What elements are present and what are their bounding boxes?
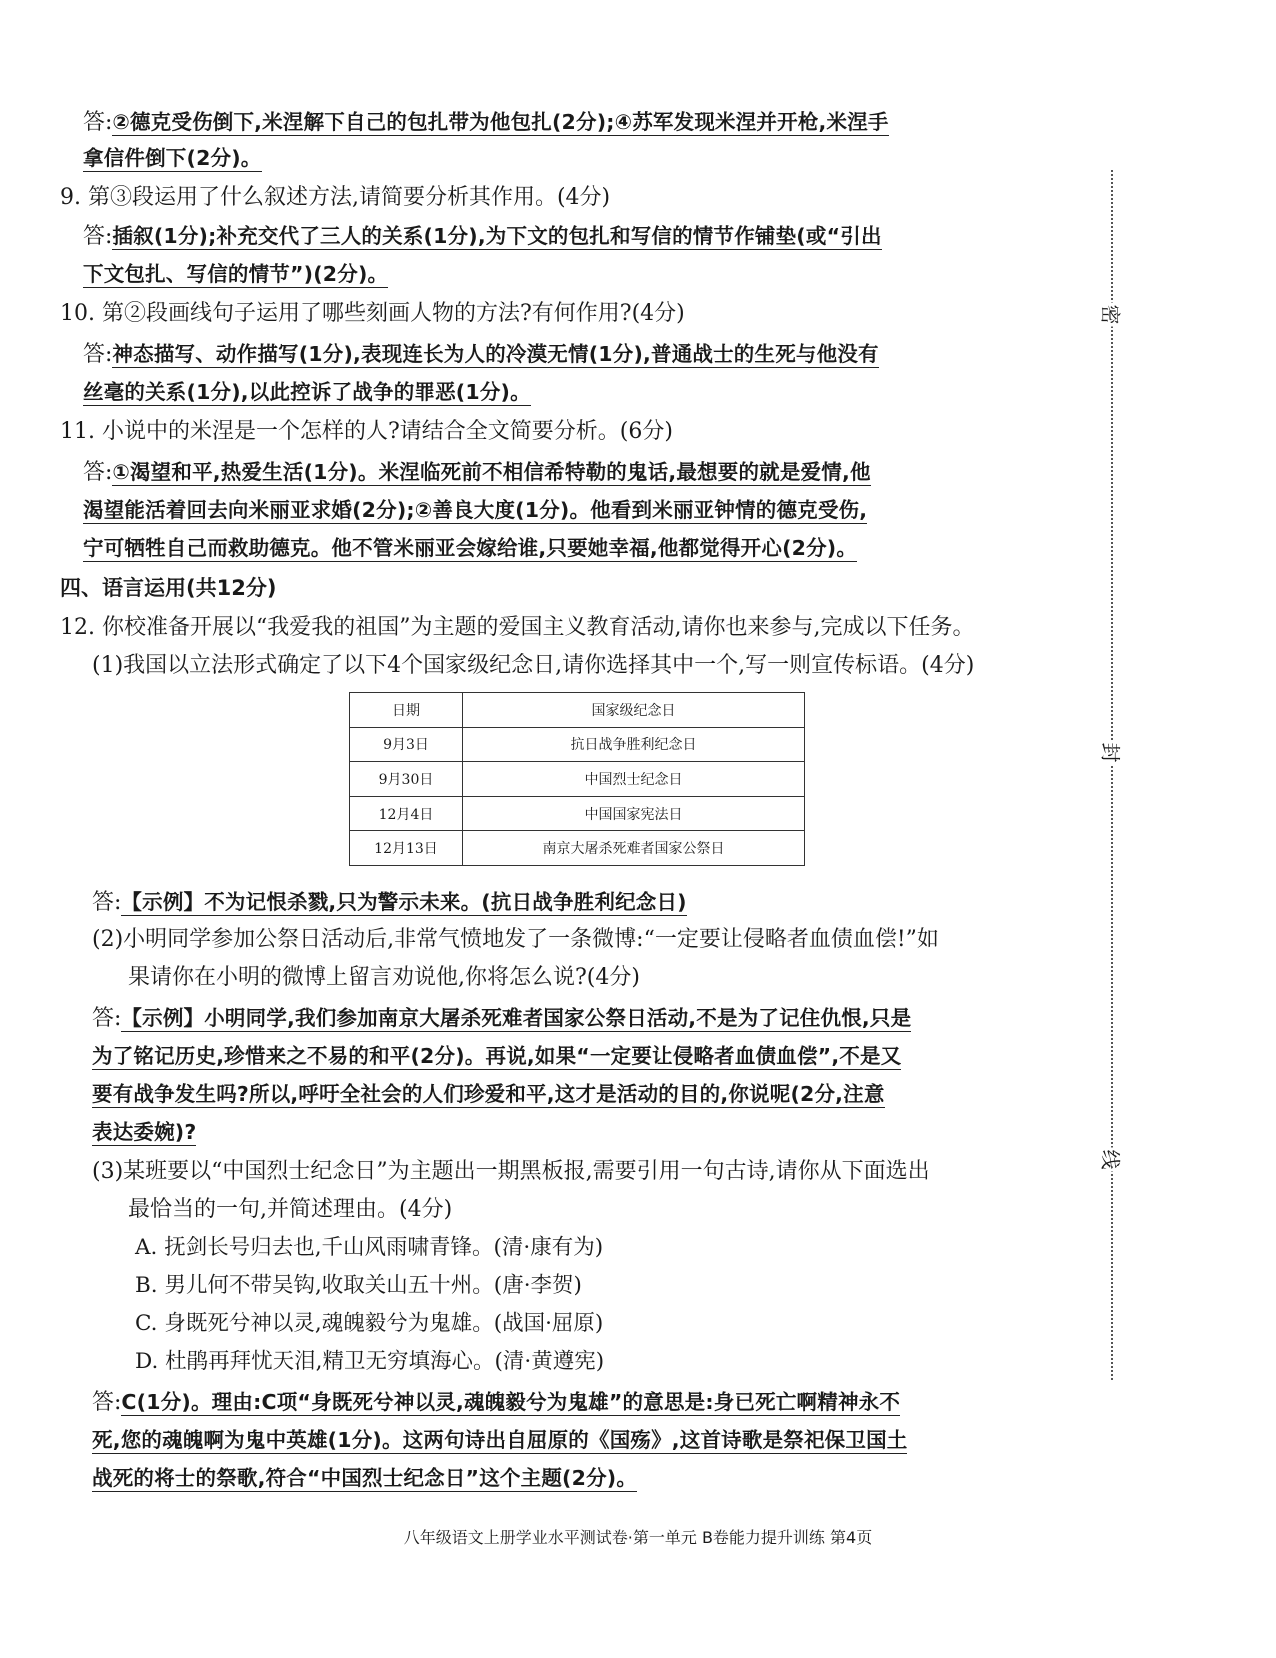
table-cell-memorial: 中国国家宪法日: [463, 796, 805, 831]
answer-text: 【示例】不为记恨杀戮,只为警示未来。(抗日战争胜利纪念日): [121, 890, 687, 914]
table-cell-date: 12月13日: [350, 831, 463, 866]
answer-text: 下文包扎、写信的情节”)(2分)。: [83, 262, 389, 286]
binding-mark-close: 封: [1098, 741, 1127, 765]
question-9: 9. 第③段运用了什么叙述方法,请简要分析其作用。(4分): [60, 185, 611, 210]
table-row: [350, 762, 805, 797]
answer-11-line-1: [83, 454, 871, 491]
answer-text: 神态描写、动作描写(1分),表现连长为人的冷漠无情(1分),普通战士的生死与他没有: [112, 342, 879, 366]
option-d: D. 杜鹃再拜忧天泪,精卫无穷填海心。(清·黄遵宪): [135, 1349, 605, 1374]
page-footer: 八年级语文上册学业水平测试卷·第一单元 B卷能力提升训练 第4页: [403, 1528, 873, 1547]
answer-text: 拿信件倒下(2分)。: [83, 146, 262, 170]
answer-10-line-2: [83, 374, 531, 411]
answer-11-line-3: [83, 530, 857, 567]
question-11: 11. 小说中的米涅是一个怎样的人?请结合全文简要分析。(6分): [60, 419, 673, 444]
answer-prefix: 答:: [92, 890, 122, 915]
answer-12-2-line-4: [92, 1114, 196, 1151]
answer-text: 【示例】小明同学,我们参加南京大屠杀死难者国家公祭日活动,不是为了记住仇恨,只是: [121, 1006, 912, 1030]
answer-12-1: [92, 884, 687, 921]
answer-prefix: 答:: [83, 110, 113, 135]
question-12-3-line-1: (3)某班要以“中国烈士纪念日”为主题出一期黑板报,需要引用一句古诗,请你从下面选出: [92, 1159, 930, 1184]
answer-text: 丝毫的关系(1分),以此控诉了战争的罪恶(1分)。: [83, 380, 531, 404]
table-cell-date: 9月3日: [350, 727, 463, 762]
answer-12-2-line-2: [92, 1038, 901, 1075]
binding-dotted-line: [1111, 170, 1113, 1380]
answer-12-2-line-1: [92, 1000, 911, 1037]
answer-text: C(1分)。理由:C项“身既死兮神以灵,魂魄毅兮为鬼雄”的意思是:身已死亡啊精神永不: [121, 1390, 901, 1414]
answer-prefix: 答:: [83, 460, 113, 485]
answer-10-line-1: [83, 336, 879, 373]
answer-text: ②德克受伤倒下,米涅解下自己的包扎带为他包扎(2分);④苏军发现米涅并开枪,米涅手: [112, 110, 889, 134]
answer-text: 插叙(1分);补充交代了三人的关系(1分),为下文的包扎和写信的情节作铺垫(或“引出: [112, 224, 882, 248]
answer-9-line-1: [83, 218, 882, 255]
section-heading-4: 四、语言运用(共12分): [60, 576, 277, 600]
table-cell-memorial: 抗日战争胜利纪念日: [463, 727, 805, 762]
binding-mark-seal: 密: [1098, 303, 1127, 327]
answer-9-line-2: [83, 256, 388, 293]
table-header-date: 日期: [350, 693, 463, 728]
answer-text: 为了铭记历史,珍惜来之不易的和平(2分)。再说,如果“一定要让侵略者血债血偿”,不是又: [92, 1044, 902, 1068]
table-header-row: [350, 693, 805, 728]
question-12-1: (1)我国以立法形式确定了以下4个国家级纪念日,请你选择其中一个,写一则宣传标语。(4分): [92, 653, 975, 678]
question-12-2-line-2: 果请你在小明的微博上留言劝说他,你将怎么说?(4分): [128, 965, 640, 990]
answer-text: 宁可牺牲自己而救助德克。他不管米丽亚会嫁给谁,只要她幸福,他都觉得开心(2分)。: [83, 536, 858, 560]
answer-prefix: 答:: [92, 1006, 122, 1031]
answer-text: 死,您的魂魄啊为鬼中英雄(1分)。这两句诗出自屈原的《国殇》,这首诗歌是祭祀保卫国土: [92, 1428, 908, 1452]
table-cell-memorial: 南京大屠杀死难者国家公祭日: [463, 831, 805, 866]
answer-text: 要有战争发生吗?所以,呼吁全社会的人们珍爱和平,这才是活动的目的,你说呢(2分,注意: [92, 1082, 885, 1106]
answer-text: ①渴望和平,热爱生活(1分)。米涅临死前不相信希特勒的鬼话,最想要的就是爱情,他: [112, 460, 871, 484]
answer-11-line-2: [83, 492, 867, 529]
table-cell-date: 9月30日: [350, 762, 463, 797]
answer-12-2-line-3: [92, 1076, 885, 1113]
binding-mark-line: 线: [1098, 1148, 1127, 1172]
question-10: 10. 第②段画线句子运用了哪些刻画人物的方法?有何作用?(4分): [60, 301, 685, 326]
table-row: [350, 831, 805, 866]
table-cell-memorial: 中国烈士纪念日: [463, 762, 805, 797]
answer-prefix: 答:: [92, 1390, 122, 1415]
answer-text: 渴望能活着回去向米丽亚求婚(2分);②善良大度(1分)。他看到米丽亚钟情的德克受伤,: [83, 498, 868, 522]
answer-prefix: 答:: [83, 342, 113, 367]
answer-12-3-line-2: [92, 1422, 907, 1459]
option-c: C. 身既死兮神以灵,魂魄毅兮为鬼雄。(战国·屈原): [135, 1311, 604, 1336]
question-12-3-line-2: 最恰当的一句,并简述理由。(4分): [128, 1197, 453, 1222]
answer-12-3-line-3: [92, 1460, 637, 1497]
option-b: B. 男儿何不带吴钩,收取关山五十州。(唐·李贺): [135, 1273, 582, 1298]
answer-8-line-2: [83, 140, 262, 177]
memorial-days-table: [349, 692, 805, 866]
question-12: 12. 你校准备开展以“我爱我的祖国”为主题的爱国主义教育活动,请你也来参与,完成以下任务。: [60, 615, 975, 640]
answer-prefix: 答:: [83, 224, 113, 249]
question-12-2-line-1: (2)小明同学参加公祭日活动后,非常气愤地发了一条微博:“一定要让侵略者血债血偿!”如: [92, 927, 939, 952]
answer-8-line-1: [83, 104, 889, 141]
table-row: [350, 796, 805, 831]
table-header-memorial: 国家级纪念日: [463, 693, 805, 728]
answer-12-3-line-1: [92, 1384, 900, 1421]
answer-text: 表达委婉)?: [92, 1120, 197, 1144]
table-row: [350, 727, 805, 762]
option-a: A. 抚剑长号归去也,千山风雨啸青锋。(清·康有为): [135, 1235, 604, 1260]
answer-text: 战死的将士的祭歌,符合“中国烈士纪念日”这个主题(2分)。: [92, 1466, 638, 1490]
table-cell-date: 12月4日: [350, 796, 463, 831]
